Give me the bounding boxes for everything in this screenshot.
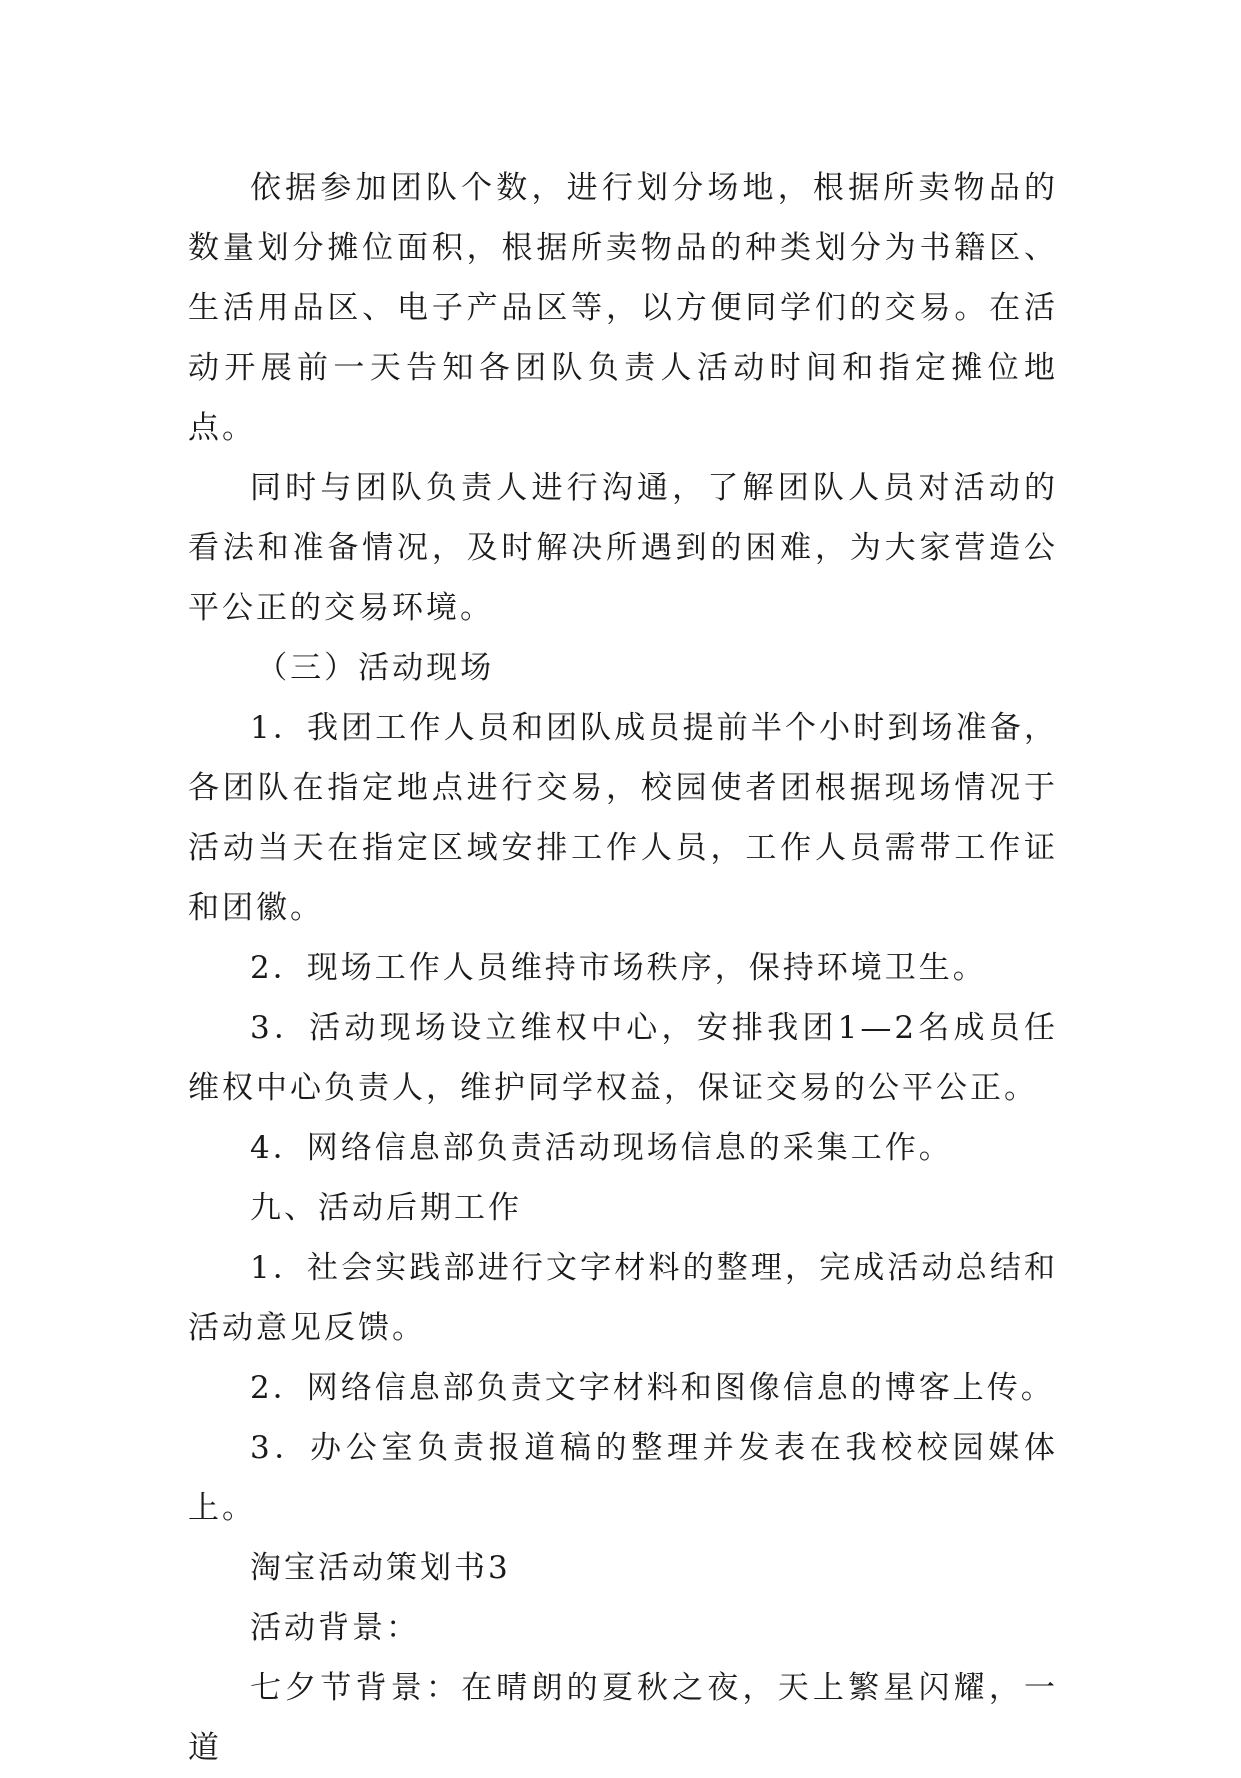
- document-title-plan-3: 淘宝活动策划书3: [250, 1550, 511, 1586]
- list-item-site-3: 3．活动现场设立维权中心，安排我团1—2名成员任维权中心负责人，维护同学权益，保证交易的公平公正。: [188, 1010, 1058, 1106]
- list-item-site-1: 1．我团工作人员和团队成员提前半个小时到场准备，各团队在指定地点进行交易，校园使者团根据现场情况于活动当天在指定区域安排工作人员，工作人员需带工作证和团徽。: [188, 710, 1058, 926]
- paragraph-venue-allocation: 依据参加团队个数，进行划分场地，根据所卖物品的数量划分摊位面积，根据所卖物品的种类划分为书籍区、生活用品区、电子产品区等，以方便同学们的交易。在活动开展前一天告知各团队负责人活动时间和指定摊位地点。: [188, 170, 1058, 446]
- list-item-post-3: 3．办公室负责报道稿的整理并发表在我校校园媒体上。: [188, 1430, 1058, 1526]
- list-item-post-1: 1．社会实践部进行文字材料的整理，完成活动总结和活动意见反馈。: [188, 1250, 1058, 1346]
- list-item-site-2: 2．现场工作人员维持市场秩序，保持环境卫生。: [250, 950, 987, 986]
- paragraph-team-communication: 同时与团队负责人进行沟通，了解团队人员对活动的看法和准备情况，及时解决所遇到的困难，为大家营造公平公正的交易环境。: [188, 470, 1058, 626]
- list-item-site-4: 4．网络信息部负责活动现场信息的采集工作。: [250, 1130, 953, 1166]
- section-heading-post-activity: 九、活动后期工作: [250, 1190, 522, 1226]
- document-body: [188, 158, 1058, 1778]
- section-heading-activity-site: （三）活动现场: [256, 650, 495, 686]
- heading-activity-background: 活动背景：: [250, 1610, 420, 1646]
- list-item-post-2: 2．网络信息部负责文字材料和图像信息的博客上传。: [250, 1370, 1055, 1406]
- paragraph-qixi-background: 七夕节背景：在晴朗的夏秋之夜，天上繁星闪耀，一道: [188, 1670, 1058, 1766]
